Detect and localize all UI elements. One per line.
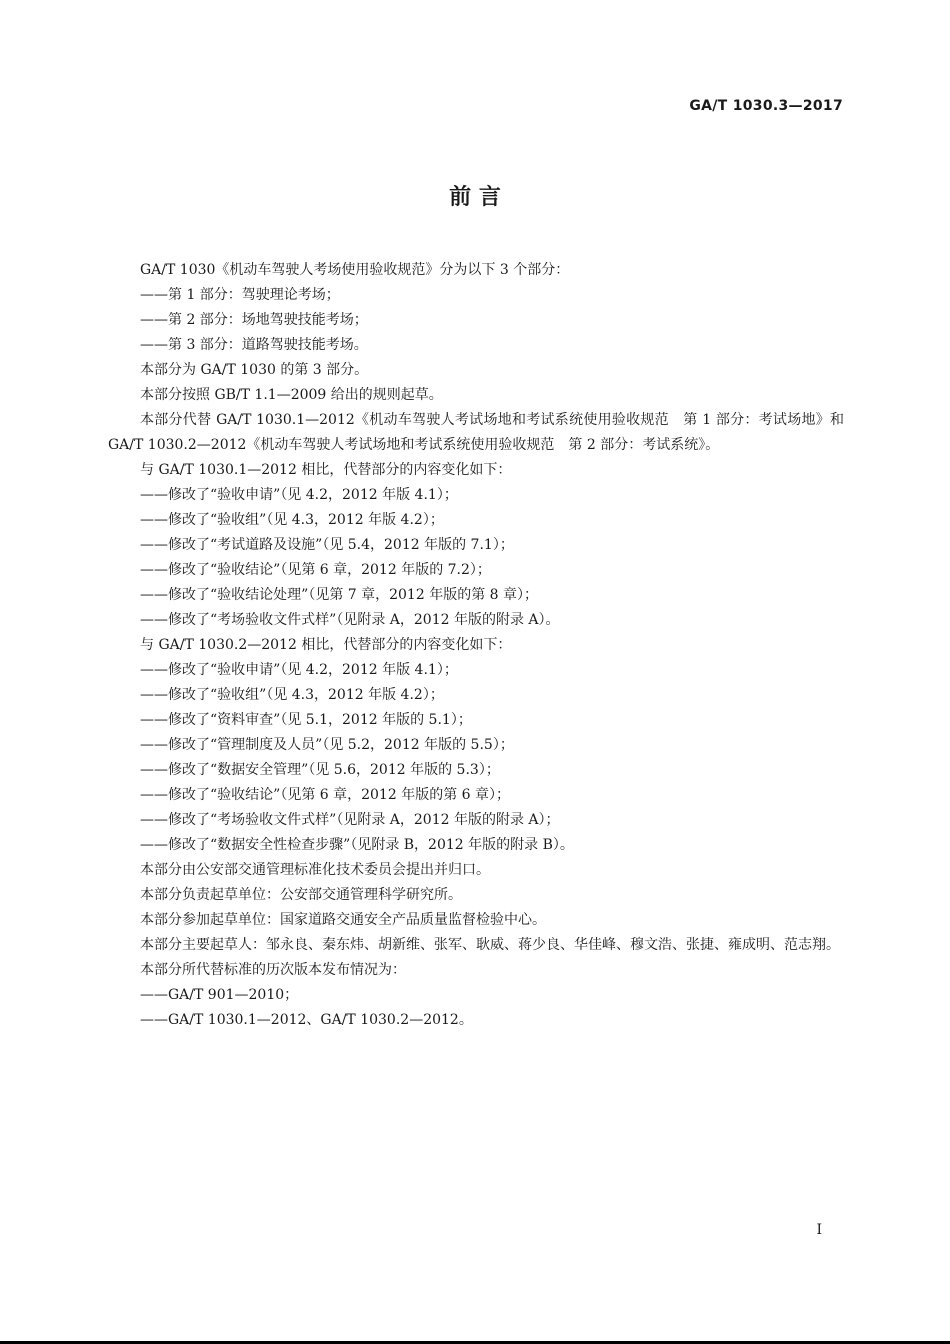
list-item: ——GA/T 901—2010； bbox=[140, 987, 299, 1003]
paragraph: 与 GA/T 1030.2—2012 相比，代替部分的内容变化如下： bbox=[140, 637, 512, 653]
paragraph: GA/T 1030《机动车驾驶人考场使用验收规范》分为以下 3 个部分： bbox=[140, 262, 570, 278]
list-item: ——修改了“验收组”（见 4.3，2012 年版 4.2）； bbox=[140, 512, 444, 528]
list-item: ——修改了“验收结论处理”（见第 7 章，2012 年版的第 8 章）； bbox=[140, 587, 539, 603]
list-item: ——修改了“验收组”（见 4.3，2012 年版 4.2）； bbox=[140, 687, 444, 703]
list-item: ——第 2 部分：场地驾驶技能考场； bbox=[140, 312, 368, 328]
paragraph: 本部分代替 GA/T 1030.1—2012《机动车驾驶人考试场地和考试系统使用验收规范 第 1 部分：考试场地》和 GA/T 1030.2—2012《机动车驾驶人考试场地和考试系统使用验收规范 第 2 部分：考试系统》。 bbox=[108, 412, 844, 453]
paragraph: 本部分参加起草单位：国家道路交通安全产品质量监督检验中心。 bbox=[140, 912, 546, 928]
list-item: ——第 1 部分：驾驶理论考场； bbox=[140, 287, 340, 303]
paragraph: 本部分由公安部交通管理标准化技术委员会提出并归口。 bbox=[140, 862, 490, 878]
list-item: ——修改了“验收申请”（见 4.2，2012 年版 4.1）； bbox=[140, 487, 458, 503]
page-number: I bbox=[816, 1222, 822, 1238]
paragraph: 本部分为 GA/T 1030 的第 3 部分。 bbox=[140, 362, 369, 378]
paragraph: 本部分主要起草人：邹永良、秦东炜、胡新维、张军、耿威、蒋少良、华佳峰、穆文浩、张捷、雍成明、范志翔。 bbox=[140, 937, 840, 953]
list-item: ——修改了“资料审查”（见 5.1，2012 年版的 5.1）； bbox=[140, 712, 472, 728]
list-item: ——修改了“验收结论”（见第 6 章，2012 年版的 7.2）； bbox=[140, 562, 491, 578]
list-item: ——修改了“考试道路及设施”（见 5.4，2012 年版的 7.1）； bbox=[140, 537, 514, 553]
list-item: ——修改了“验收申请”（见 4.2，2012 年版 4.1）； bbox=[140, 662, 458, 678]
paragraph: 本部分所代替标准的历次版本发布情况为： bbox=[140, 962, 406, 978]
list-item: ——第 3 部分：道路驾驶技能考场。 bbox=[140, 337, 368, 353]
list-item: ——修改了“验收结论”（见第 6 章，2012 年版的第 6 章）； bbox=[140, 787, 511, 803]
page-title: 前 言 bbox=[449, 185, 501, 210]
list-item: ——修改了“考场验收文件式样”（见附录 A，2012 年版的附录 A）； bbox=[140, 812, 560, 828]
list-item: ——修改了“数据安全性检查步骤”（见附录 B，2012 年版的附录 B）。 bbox=[140, 837, 574, 853]
paragraph: 本部分负责起草单位：公安部交通管理科学研究所。 bbox=[140, 887, 462, 903]
list-item: ——修改了“数据安全管理”（见 5.6，2012 年版的 5.3）； bbox=[140, 762, 500, 778]
document-body bbox=[108, 258, 844, 1033]
list-item: ——修改了“考场验收文件式样”（见附录 A，2012 年版的附录 A）。 bbox=[140, 612, 560, 628]
standard-code: GA/T 1030.3—2017 bbox=[689, 98, 843, 114]
list-item: ——修改了“管理制度及人员”（见 5.2，2012 年版的 5.5）； bbox=[140, 737, 514, 753]
list-item: ——GA/T 1030.1—2012、GA/T 1030.2—2012。 bbox=[140, 1012, 473, 1028]
paragraph: 与 GA/T 1030.1—2012 相比，代替部分的内容变化如下： bbox=[140, 462, 512, 478]
paragraph: 本部分按照 GB/T 1.1—2009 给出的规则起草。 bbox=[140, 387, 443, 403]
